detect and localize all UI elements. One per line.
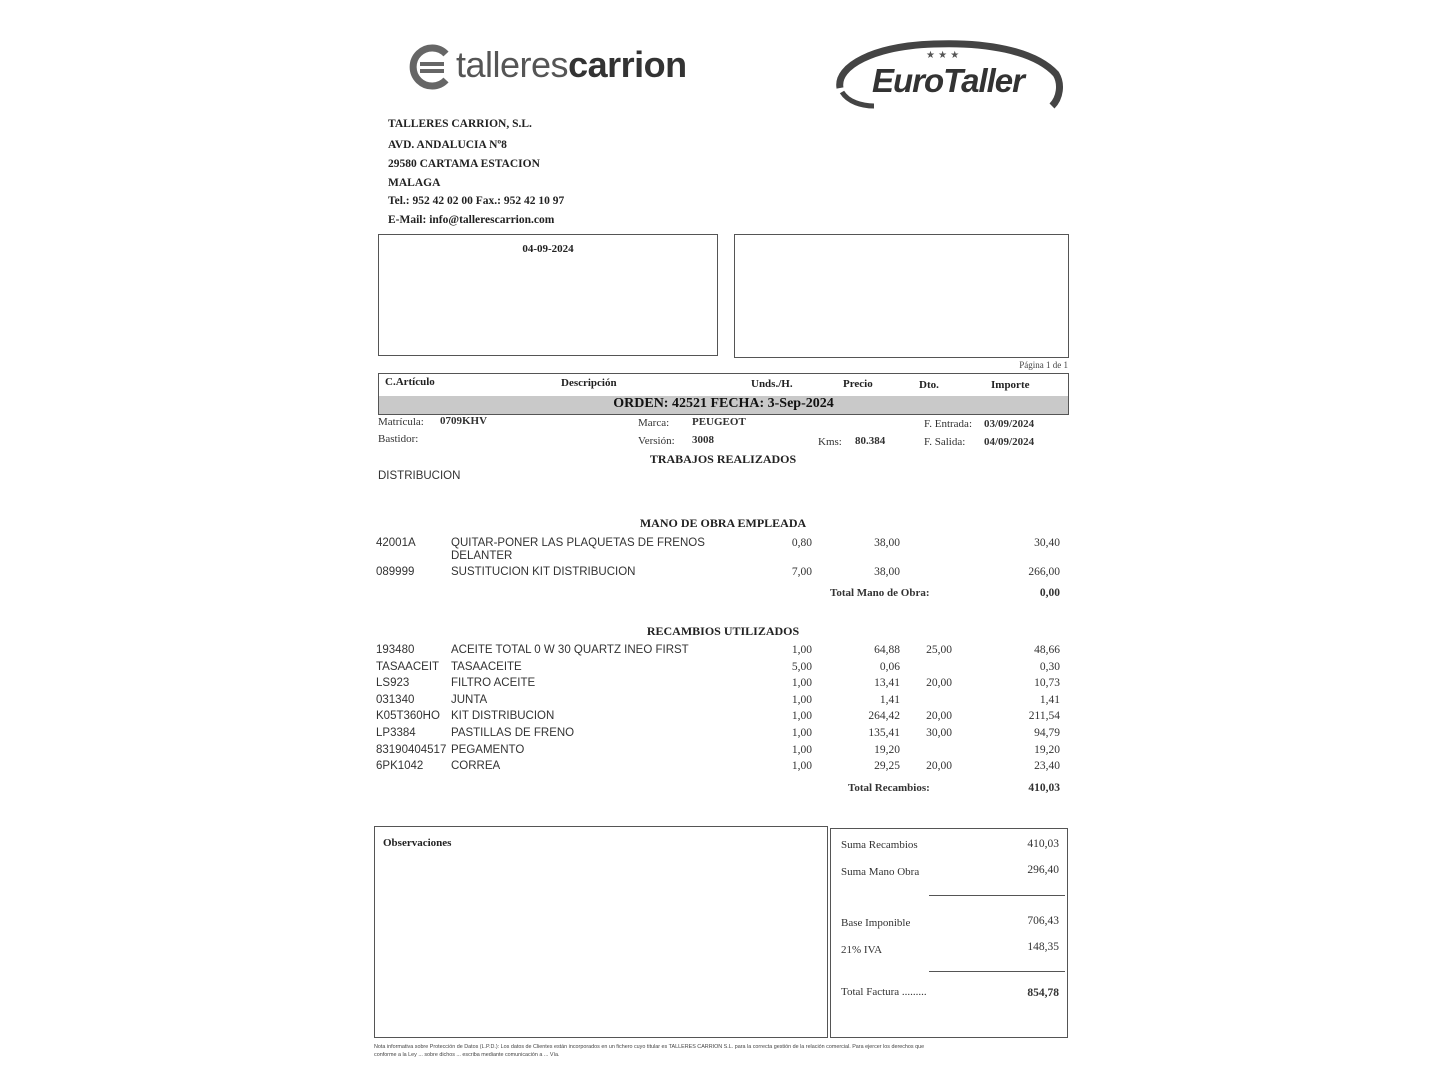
recambio-price: 64,88 <box>874 644 900 656</box>
mano-obra-desc-cont: DELANTER <box>451 550 513 562</box>
talleres-carrion-wordmark: tallerescarrion <box>456 44 687 85</box>
client-box <box>378 234 718 356</box>
client-box-date: 04-09-2024 <box>522 243 574 255</box>
company-city: 29580 CARTAMA ESTACION <box>388 158 540 170</box>
col-articulo: C.Artículo <box>385 376 435 388</box>
col-dto: Dto. <box>919 379 939 391</box>
recambio-price: 29,25 <box>874 760 900 773</box>
recambio-price: 1,41 <box>879 693 900 706</box>
mano-obra-price: 38,00 <box>874 537 900 549</box>
recambio-code: 031340 <box>376 693 415 706</box>
observaciones-label: Observaciones <box>383 837 452 849</box>
recambio-units: 1,00 <box>791 644 812 656</box>
recambio-units: 1,00 <box>791 743 812 756</box>
total-divider <box>929 971 1065 972</box>
recambio-price: 264,42 <box>868 710 900 723</box>
recambio-desc: JUNTA <box>451 693 488 706</box>
footer-line-1: Nota informativa sobre Protección de Datos (L.P.D.): Los datos de Clientes están incorporados en un fichero cuyo titular es TALLERES CARRION S.L. para la correcta gestión de la relación comercial. Para ejercer los derechos que <box>374 1044 925 1050</box>
recambio-desc: FILTRO ACEITE <box>451 677 536 690</box>
iva-value: 148,35 <box>1027 941 1059 953</box>
marca-label: Marca: <box>638 417 670 429</box>
version-value: 3008 <box>692 434 714 446</box>
mano-obra-desc: QUITAR-PONER LAS PLAQUETAS DE FRENOS <box>451 537 705 549</box>
recambio-amount: 19,20 <box>1034 743 1060 756</box>
mano-obra-title: MANO DE OBRA EMPLEADA <box>639 516 807 530</box>
total-recambios-label: Total Recambios: <box>848 782 930 794</box>
recambio-dto: 20,00 <box>926 760 952 773</box>
total-factura-label: Total Factura ......... <box>841 986 927 998</box>
recambio-code: K05T360HO <box>376 710 440 723</box>
recambio-amount: 94,79 <box>1034 727 1060 739</box>
recambio-code: 83190404517 <box>376 743 447 756</box>
entrada-label: F. Entrada: <box>924 418 972 430</box>
recambio-units: 1,00 <box>791 760 812 773</box>
recambio-amount: 211,54 <box>1028 710 1060 723</box>
total-mano-obra-value: 0,00 <box>1039 587 1060 599</box>
company-address: AVD. ANDALUCIA Nº8 <box>388 139 507 151</box>
salida-label: F. Salida: <box>924 436 966 448</box>
suma-mano-value: 296,40 <box>1027 864 1059 876</box>
company-email[interactable]: E-Mail: info@tallerescarrion.com <box>388 214 555 226</box>
recambio-units: 1,00 <box>791 693 812 706</box>
total-mano-obra-label: Total Mano de Obra: <box>830 587 930 599</box>
col-unds: Unds./H. <box>751 378 793 390</box>
recambio-desc: PEGAMENTO <box>451 743 525 756</box>
col-precio: Precio <box>843 378 873 390</box>
mano-obra-price: 38,00 <box>874 566 900 578</box>
iva-label: 21% IVA <box>841 944 883 956</box>
recambio-desc: TASAACEITE <box>451 660 522 673</box>
mano-obra-code: 089999 <box>376 566 415 578</box>
col-importe: Importe <box>991 379 1030 391</box>
suma-recambios-label: Suma Recambios <box>841 839 918 851</box>
base-imponible-label: Base Imponible <box>841 917 911 929</box>
mano-obra-units: 7,00 <box>791 566 812 578</box>
recambio-amount: 48,66 <box>1034 644 1060 656</box>
svg-text:★ ★ ★: ★ ★ ★ <box>926 50 960 61</box>
recambio-price: 135,41 <box>868 727 900 739</box>
subtotal-divider <box>929 895 1065 896</box>
recambio-desc: PASTILLAS DE FRENO <box>451 727 575 739</box>
order-banner: ORDEN: 42521 FECHA: 3-Sep-2024 <box>613 396 834 411</box>
column-header <box>378 373 1069 415</box>
totals-box <box>830 828 1068 1038</box>
mano-obra-amount: 266,00 <box>1028 566 1060 578</box>
marca-value: PEUGEOT <box>692 416 746 428</box>
recambio-price: 19,20 <box>874 743 900 756</box>
col-descripcion: Descripción <box>561 377 617 389</box>
recambio-price: 0,06 <box>879 660 900 673</box>
bastidor-label: Bastidor: <box>378 433 419 445</box>
vehicle-box <box>734 234 1069 358</box>
footer-line-2: conforme a la Ley ... sobre dichos ... escriba mediante comunicación a ... Vía. <box>374 1052 560 1058</box>
company-province: MALAGA <box>388 177 441 189</box>
recambio-code: 193480 <box>376 644 415 656</box>
recambio-units: 1,00 <box>791 727 812 739</box>
mano-obra-units: 0,80 <box>791 537 812 549</box>
kms-label: Kms: <box>818 436 842 448</box>
recambio-code: LS923 <box>376 677 410 690</box>
version-label: Versión: <box>638 435 675 447</box>
base-imponible-value: 706,43 <box>1027 915 1059 927</box>
recambio-price: 13,41 <box>874 677 900 690</box>
recambio-units: 5,00 <box>791 660 812 673</box>
recambio-amount: 10,73 <box>1034 677 1060 690</box>
mano-obra-amount: 30,40 <box>1034 537 1060 549</box>
recambio-dto: 20,00 <box>926 710 952 723</box>
observaciones-box <box>374 826 828 1038</box>
recambio-dto: 25,00 <box>926 644 952 656</box>
page-indicator: Página 1 de 1 <box>1019 360 1068 370</box>
recambio-desc: KIT DISTRIBUCION <box>451 710 555 723</box>
mano-obra-code: 42001A <box>376 537 416 549</box>
trabajos-text: DISTRIBUCION <box>378 470 461 482</box>
recambio-desc: ACEITE TOTAL 0 W 30 QUARTZ INEO FIRST <box>451 644 689 656</box>
entrada-value: 03/09/2024 <box>984 418 1035 430</box>
footer-legal <box>374 1043 1068 1059</box>
recambio-code: LP3384 <box>376 727 416 739</box>
recambio-amount: 0,30 <box>1039 660 1060 673</box>
matricula-value: 0709KHV <box>440 415 488 427</box>
eurotaller-logo: EuroTaller <box>872 62 1024 99</box>
matricula-label: Matrícula: <box>378 416 424 428</box>
suma-mano-label: Suma Mano Obra <box>841 866 920 878</box>
mano-obra-desc: SUSTITUCION KIT DISTRIBUCION <box>451 566 636 578</box>
recambio-units: 1,00 <box>791 677 812 690</box>
trabajos-title: TRABAJOS REALIZADOS <box>649 452 797 466</box>
kms-value: 80.384 <box>855 435 886 447</box>
recambios-title: RECAMBIOS UTILIZADOS <box>646 624 800 638</box>
recambio-code: TASAACEIT <box>376 660 440 673</box>
company-name: TALLERES CARRION, S.L. <box>388 118 532 130</box>
recambio-dto: 30,00 <box>926 727 952 739</box>
talleres-carrion-emblem-icon <box>408 44 454 90</box>
recambio-desc: CORREA <box>451 760 501 773</box>
recambio-units: 1,00 <box>791 710 812 723</box>
salida-value: 04/09/2024 <box>984 436 1035 448</box>
suma-recambios-value: 410,03 <box>1027 838 1059 850</box>
recambio-amount: 1,41 <box>1039 693 1060 706</box>
total-factura-value: 854,78 <box>1027 987 1059 999</box>
total-recambios-value: 410,03 <box>1028 782 1060 794</box>
talleres-carrion-logo <box>408 40 708 94</box>
recambio-dto: 20,00 <box>926 677 952 690</box>
company-phone: Tel.: 952 42 02 00 Fax.: 952 42 10 97 <box>388 195 565 207</box>
recambio-amount: 23,40 <box>1034 760 1060 773</box>
recambio-code: 6PK1042 <box>376 760 424 773</box>
